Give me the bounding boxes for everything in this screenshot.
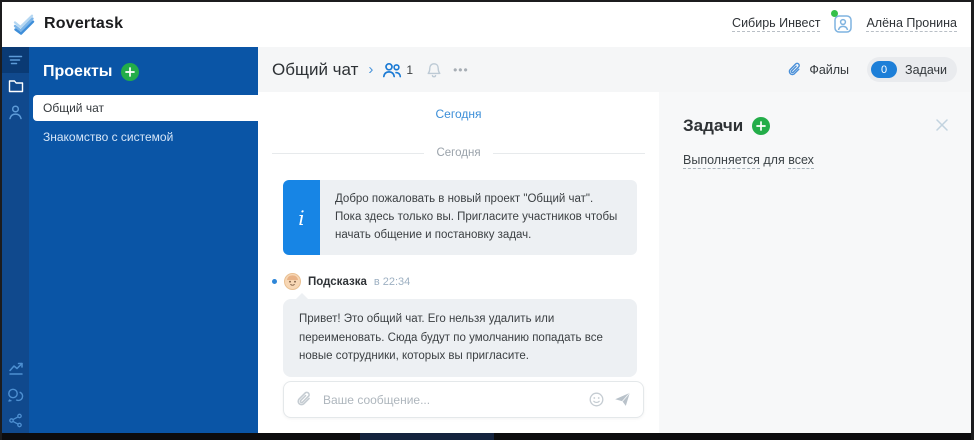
day-divider: [272, 147, 645, 159]
sidebar-item-obshchiy-chat[interactable]: Общий чат: [33, 95, 258, 121]
add-project-button[interactable]: [121, 63, 139, 81]
paperclip-icon: [787, 62, 803, 78]
company-link[interactable]: Сибирь Инвест: [732, 15, 821, 30]
sidebar-item-znakomstvo[interactable]: Знакомство с системой: [43, 130, 174, 144]
jump-to-today-link[interactable]: Сегодня: [435, 107, 482, 121]
tasks-pill-label: Задачи: [905, 62, 947, 77]
tasks-toggle-button[interactable]: [867, 57, 957, 82]
message-author: Подсказка: [308, 275, 367, 288]
rovertask-logo-icon: [12, 13, 36, 35]
files-label: Файлы: [809, 62, 850, 77]
send-plane-icon[interactable]: [614, 392, 631, 407]
chat-title: Общий чат: [272, 59, 359, 79]
members-button[interactable]: [382, 62, 413, 78]
projects-folder-icon[interactable]: [2, 73, 29, 99]
brand-name: Rovertask: [44, 14, 124, 32]
member-count: 1: [406, 62, 414, 77]
chevron-right-icon: ›: [368, 61, 374, 78]
tasks-filter: [683, 153, 947, 167]
members-icon: [382, 62, 402, 78]
message-header: [272, 273, 659, 290]
divider-line: [272, 153, 424, 154]
user-name-link[interactable]: Алёна Пронина: [866, 15, 957, 30]
info-icon: i: [283, 180, 320, 255]
message-time: в 22:34: [373, 275, 411, 288]
projects-title: Проекты: [43, 63, 113, 80]
share-icon[interactable]: [2, 407, 29, 433]
message-bubble: Привет! Это общий чат. Его нельзя удалить или переименовать. Сюда будут по умолчанию попадать все новые сотрудники, которых вы пригласите.: [283, 299, 637, 376]
chats-bubbles-icon[interactable]: [2, 381, 29, 407]
taskbar-strip: [2, 433, 971, 440]
close-panel-icon[interactable]: [935, 118, 949, 132]
filter-preposition: для: [763, 153, 785, 167]
info-message-text: Добро пожаловать в новый проект "Общий чат". Пока здесь только вы. Пригласите участников чтобы начать общение и постановку задач.: [320, 180, 637, 255]
brand: [12, 13, 123, 35]
avatar: [284, 273, 301, 290]
online-status-dot: [831, 10, 838, 17]
projects-sidebar: [29, 47, 258, 433]
notifications-bell-icon[interactable]: [427, 62, 441, 78]
tasks-panel-title: Задачи: [683, 116, 744, 135]
message-input[interactable]: [323, 393, 579, 407]
files-button[interactable]: [787, 62, 849, 78]
filter-scope-link[interactable]: всех: [788, 153, 814, 167]
icon-rail: [2, 47, 29, 433]
attach-paperclip-icon[interactable]: [296, 391, 313, 408]
message-input-box: [283, 381, 644, 418]
day-divider-label: Сегодня: [436, 147, 481, 159]
top-bar: [2, 2, 971, 45]
system-info-message: [283, 180, 637, 255]
filter-status-link[interactable]: Выполняется: [683, 153, 760, 167]
tasks-count-badge: 0: [871, 61, 897, 78]
chat-header: [258, 47, 971, 92]
divider-line: [493, 153, 645, 154]
taskbar-segment: [360, 433, 494, 440]
unread-dot: [272, 279, 277, 284]
more-options-icon[interactable]: •••: [453, 62, 469, 77]
tasks-panel: [659, 92, 971, 433]
add-task-button[interactable]: [752, 117, 770, 135]
chat-column: [258, 92, 659, 433]
stats-chart-icon[interactable]: [2, 355, 29, 381]
emoji-smiley-icon[interactable]: [589, 392, 604, 407]
feed-filter-icon[interactable]: [2, 47, 29, 73]
user-avatar-icon[interactable]: [833, 14, 853, 34]
contacts-person-icon[interactable]: [2, 99, 29, 125]
